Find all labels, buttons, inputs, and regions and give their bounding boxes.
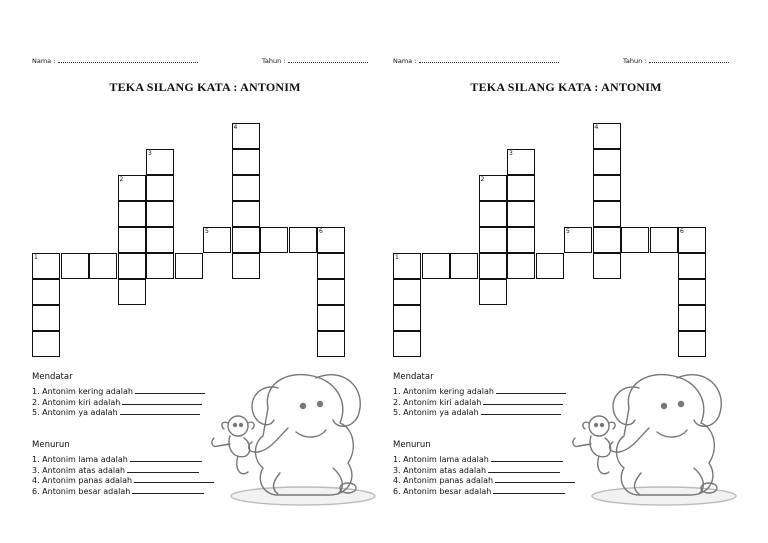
crossword-cell[interactable] [232, 253, 260, 279]
name-label: Nama : [393, 57, 417, 65]
crossword-cell[interactable] [650, 227, 678, 253]
crossword-cell[interactable] [32, 279, 60, 305]
crossword-cell[interactable] [317, 253, 345, 279]
crossword-cell[interactable] [232, 227, 260, 253]
clue-row: 3. Antonim atas adalah [32, 464, 214, 475]
crossword-cell[interactable] [507, 227, 535, 253]
crossword-cell[interactable] [678, 305, 706, 331]
across-heading: Mendatar [393, 372, 434, 382]
down-heading: Menurun [393, 440, 431, 450]
across-clues [393, 372, 566, 417]
crossword-cell[interactable] [479, 253, 507, 279]
crossword-cell[interactable] [422, 253, 450, 279]
answer-blank[interactable] [127, 464, 199, 473]
clue-number: 6 [319, 228, 323, 235]
answer-blank[interactable] [481, 406, 561, 415]
crossword-cell[interactable] [146, 253, 174, 279]
crossword-cell[interactable] [317, 305, 345, 331]
answer-blank[interactable] [132, 485, 204, 494]
answer-blank[interactable] [120, 406, 200, 415]
clue-number: 2 [480, 176, 485, 183]
crossword-cell[interactable] [678, 279, 706, 305]
crossword-cell[interactable] [678, 227, 706, 253]
crossword-cell[interactable] [593, 201, 621, 227]
crossword-cell[interactable] [593, 149, 621, 175]
crossword-cell[interactable] [61, 253, 89, 279]
crossword-cell[interactable] [393, 331, 421, 357]
answer-blank[interactable] [130, 453, 202, 462]
clue-number: 6 [680, 228, 684, 235]
crossword-cell[interactable] [146, 227, 174, 253]
clue-number: 5 [205, 228, 209, 235]
crossword-cell[interactable] [232, 123, 260, 149]
crossword-cell[interactable] [450, 253, 478, 279]
crossword-cell[interactable] [118, 279, 146, 305]
crossword-cell[interactable] [289, 227, 317, 253]
crossword-cell[interactable] [203, 227, 231, 253]
answer-blank[interactable] [493, 485, 565, 494]
clue-number: 2 [119, 176, 124, 183]
crossword-cell[interactable] [118, 253, 146, 279]
clue-row: 2. Antonim kiri adalah [393, 396, 566, 407]
clue-number: 3 [509, 150, 513, 157]
crossword-cell[interactable] [118, 175, 146, 201]
crossword-cell[interactable] [507, 253, 535, 279]
crossword-cell[interactable] [32, 305, 60, 331]
crossword-cell[interactable] [593, 253, 621, 279]
down-heading: Menurun [32, 440, 70, 450]
clue-row: 5. Antonim ya adalah [393, 406, 566, 417]
down-clues [393, 440, 575, 495]
crossword-cell[interactable] [536, 253, 564, 279]
answer-blank[interactable] [483, 396, 563, 405]
answer-blank[interactable] [491, 453, 563, 462]
answer-blank[interactable] [488, 464, 560, 473]
answer-blank[interactable] [122, 396, 202, 405]
crossword-cell[interactable] [146, 149, 174, 175]
elephant-and-monkey-icon [208, 368, 378, 508]
elephant-and-monkey-icon [569, 368, 739, 508]
clue-number: 5 [566, 228, 570, 235]
crossword-cell[interactable] [479, 227, 507, 253]
crossword-cell[interactable] [317, 279, 345, 305]
crossword-cell[interactable] [393, 279, 421, 305]
answer-blank[interactable] [134, 474, 214, 483]
clue-row: 3. Antonim atas adalah [393, 464, 575, 475]
crossword-cell[interactable] [118, 201, 146, 227]
clue-number: 3 [148, 150, 152, 157]
clue-row: 5. Antonim ya adalah [32, 406, 205, 417]
crossword-cell[interactable] [678, 253, 706, 279]
crossword-cell[interactable] [317, 331, 345, 357]
clue-row: 1. Antonim kering adalah [393, 385, 566, 396]
clue-row: 6. Antonim besar adalah [32, 485, 214, 496]
clue-number: 1 [34, 254, 38, 261]
crossword-cell[interactable] [232, 201, 260, 227]
clue-number: 4 [233, 124, 238, 131]
clue-row: 2. Antonim kiri adalah [32, 396, 205, 407]
crossword-cell[interactable] [146, 201, 174, 227]
name-label: Nama : [32, 57, 56, 65]
worksheet-left [30, 0, 390, 543]
crossword-cell[interactable] [393, 305, 421, 331]
crossword-cell[interactable] [317, 227, 345, 253]
crossword-cell[interactable] [507, 149, 535, 175]
clue-row: 4. Antonim panas adalah [32, 474, 214, 485]
answer-blank[interactable] [496, 385, 566, 394]
answer-blank[interactable] [495, 474, 575, 483]
clue-number: 1 [395, 254, 399, 261]
crossword-cell[interactable] [232, 149, 260, 175]
worksheet-title: TEKA SILANG KATA : ANTONIM [470, 80, 662, 94]
worksheet-title: TEKA SILANG KATA : ANTONIM [109, 80, 301, 94]
year-label: Tahun : [262, 57, 286, 65]
crossword-cell[interactable] [507, 201, 535, 227]
down-clues [32, 440, 214, 495]
crossword-cell[interactable] [393, 253, 421, 279]
across-heading: Mendatar [32, 372, 73, 382]
crossword-cell[interactable] [32, 331, 60, 357]
clue-row: 1. Antonim lama adalah [393, 453, 575, 464]
crossword-cell[interactable] [621, 227, 649, 253]
crossword-cell[interactable] [232, 175, 260, 201]
clue-row: 1. Antonim kering adalah [32, 385, 205, 396]
clue-row: 1. Antonim lama adalah [32, 453, 214, 464]
crossword-cell[interactable] [175, 253, 203, 279]
crossword-cell[interactable] [507, 175, 535, 201]
clue-row: 6. Antonim besar adalah [393, 485, 575, 496]
crossword-cell[interactable] [146, 175, 174, 201]
crossword-cell[interactable] [593, 123, 621, 149]
crossword-cell[interactable] [260, 227, 288, 253]
clue-number: 4 [594, 124, 599, 131]
crossword-cell[interactable] [593, 227, 621, 253]
crossword-cell[interactable] [479, 279, 507, 305]
crossword-cell[interactable] [564, 227, 592, 253]
answer-blank[interactable] [135, 385, 205, 394]
clue-row: 4. Antonim panas adalah [393, 474, 575, 485]
crossword-cell[interactable] [678, 331, 706, 357]
crossword-cell[interactable] [89, 253, 117, 279]
crossword-cell[interactable] [479, 175, 507, 201]
crossword-cell[interactable] [593, 175, 621, 201]
year-label: Tahun : [623, 57, 647, 65]
across-clues [32, 372, 205, 417]
crossword-cell[interactable] [32, 253, 60, 279]
crossword-cell[interactable] [118, 227, 146, 253]
worksheet-right [391, 0, 751, 543]
crossword-cell[interactable] [479, 201, 507, 227]
